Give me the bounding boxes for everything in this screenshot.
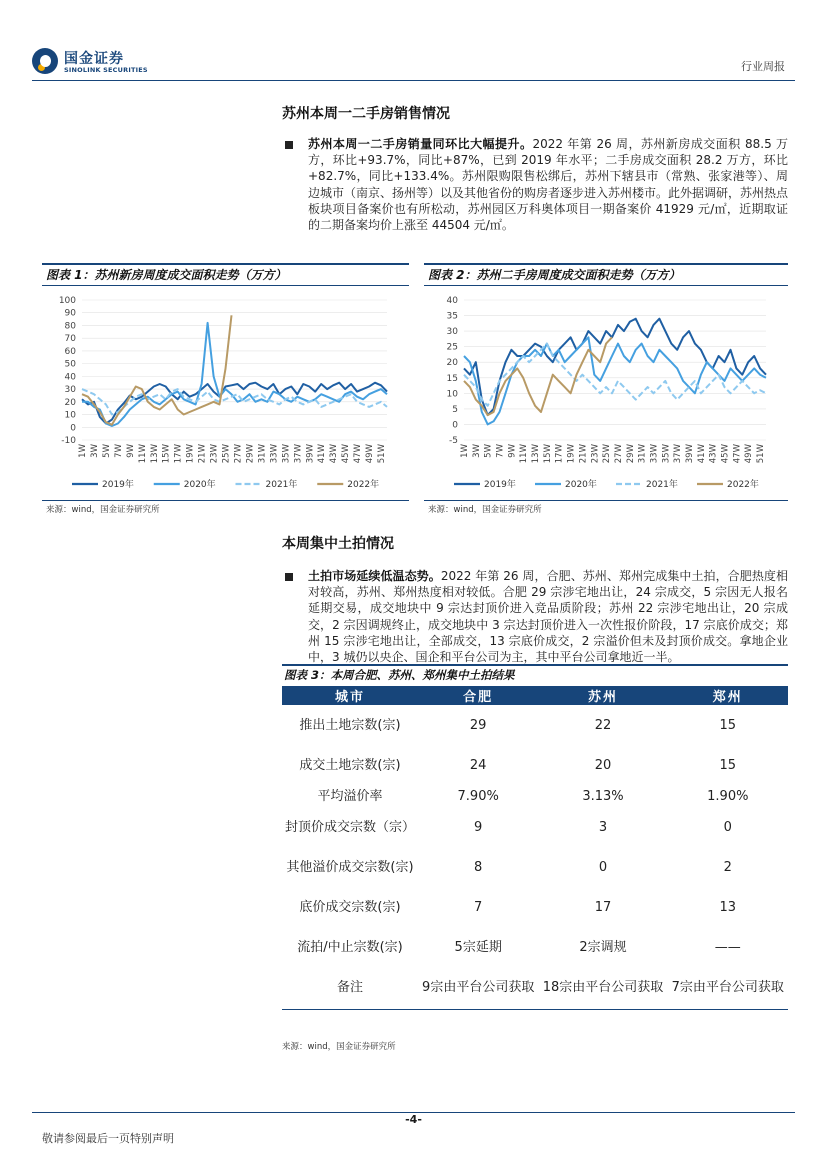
cell-hefei: 8 [474, 859, 483, 875]
y-tick-label: 40 [446, 296, 458, 306]
x-tick-label: 11W [519, 444, 530, 464]
legend-label: 2019年 [102, 480, 134, 490]
y-tick-label: 0 [452, 420, 458, 431]
section-title-resale: 苏州本周一二手房销售情况 [282, 106, 450, 122]
x-tick-label: 7W [113, 444, 124, 458]
legend-label: 2020年 [183, 480, 216, 490]
fig1-chart [42, 290, 409, 496]
legend-label: 2021年 [646, 480, 678, 490]
fig2-chart [424, 290, 788, 496]
y-tick-label: 100 [58, 296, 76, 306]
x-tick-label: 33W [649, 444, 660, 464]
x-tick-label: 9W [125, 444, 136, 458]
y-tick-label: 30 [446, 327, 458, 338]
header-divider [32, 80, 795, 81]
y-tick-label: 20 [446, 358, 458, 369]
x-tick-label: 11W [137, 444, 148, 464]
cell-suzhou: 3.13% [582, 788, 624, 804]
y-tick-label: 35 [446, 311, 458, 322]
section1-body: 2022 年第 26 周，苏州新房成交面积 88.5 万方，环比+93.7%，同比+87%，已到 2019 年水平；二手房成交面积 28.2 万方，环比+82.7%，同比+133.4%。苏州限购限售松绑后，苏州下辖县市（常熟、张家港等）、周边城市（南京、扬州等）以及其他省份的购房者逐步进入苏州楼市。此外据调研，苏州热点板块项目备案价也有所松动，苏州园区万科奥体项目一期备案价 41929 元/㎡，近期取证的二期备案均价上涨至 44504 元/㎡。 [308, 137, 789, 233]
x-tick-label: 13W [149, 444, 160, 464]
cell-hefei: 24 [469, 757, 487, 773]
x-tick-label: 17W [173, 444, 184, 464]
fig3-top-rule [282, 664, 788, 666]
x-tick-label: 5W [101, 444, 112, 458]
x-tick-label: 29W [625, 444, 636, 464]
cell-suzhou: 2宗调规 [579, 939, 627, 955]
x-tick-label: 41W [317, 444, 328, 464]
fig3-source: 来源：wind，国金证券研究所 [282, 1042, 396, 1052]
section1-paragraph [308, 136, 788, 233]
cell-zhengzhou: 2 [723, 859, 732, 875]
report-type: 行业周报 [741, 60, 785, 73]
y-tick-label: 40 [64, 372, 76, 383]
logo-text-en: SINOLINK SECURITIES [64, 66, 148, 74]
y-tick-label: 80 [64, 321, 76, 332]
x-tick-label: 35W [661, 444, 672, 464]
section2-paragraph [308, 568, 788, 665]
cell-zhengzhou: 15 [719, 757, 737, 773]
x-tick-label: 43W [329, 444, 340, 464]
x-tick-label: 3W [89, 444, 100, 458]
cell-suzhou: 17 [594, 899, 612, 915]
x-tick-label: 33W [269, 444, 280, 464]
x-tick-label: 1W [460, 444, 470, 458]
series-line-2 [464, 337, 766, 424]
y-tick-label: 60 [64, 346, 76, 357]
y-tick-label: -10 [61, 436, 76, 446]
y-tick-label: 30 [64, 385, 76, 396]
cell-zhengzhou: —— [714, 939, 741, 955]
y-tick-label: 5 [452, 404, 458, 415]
table-row [282, 785, 788, 807]
row-label: 成交土地宗数(宗) [299, 757, 401, 773]
section2-body: 2022 年第 26 周，合肥、苏州、郑州完成集中土拍，合肥热度相对较高，苏州、郑州热度相对较低。合肥 29 宗涉宅地出让，24 宗成交，5 宗因无人报名延期交易，成交地块中 9 宗达封顶价进入竞品质阶段；苏州 22 宗涉宅地出让，20 宗成交，2 宗因调规终止，成交地块中 3 宗达封顶价进入一次性报价阶段，17 宗底价成交；郑州 15 宗涉宅地出让，全部成交，13 宗底价成交，2 宗溢价但未及封顶价成交。拿地企业中，3 城仍以央企、国企和平台公司为主，其中平台公司拿地近一半。 [308, 569, 788, 665]
fig1-top-rule [42, 263, 409, 265]
x-tick-label: 47W [732, 444, 743, 464]
x-tick-label: 17W [554, 444, 565, 464]
cell-hefei: 7.90% [457, 788, 499, 804]
x-tick-label: 47W [353, 444, 364, 464]
fig1-bottom-rule [42, 500, 409, 501]
table-header-city: 城市 [282, 686, 418, 705]
x-tick-label: 23W [209, 444, 220, 464]
x-tick-label: 21W [578, 444, 589, 464]
row-label: 备注 [282, 967, 418, 1009]
x-tick-label: 19W [566, 444, 577, 464]
bullet-icon [285, 573, 293, 581]
x-tick-label: 25W [602, 444, 613, 464]
land-auction-table [282, 686, 788, 1010]
row-label: 底价成交宗数(宗) [299, 899, 401, 915]
x-tick-label: 19W [185, 444, 196, 464]
x-tick-label: 45W [720, 444, 731, 464]
x-tick-label: 27W [613, 444, 624, 464]
x-tick-label: 1W [78, 444, 88, 458]
row-label: 其他溢价成交宗数(宗) [286, 859, 414, 875]
fig2-title-rule [424, 285, 788, 286]
cell-suzhou: 20 [594, 757, 612, 773]
table-header-hefei: 合肥 [418, 686, 538, 705]
y-tick-label: 25 [446, 342, 458, 353]
x-tick-label: 31W [637, 444, 648, 464]
x-tick-label: 39W [305, 444, 316, 464]
y-tick-label: 10 [64, 410, 76, 421]
y-tick-label: 20 [64, 397, 76, 408]
cell-zhengzhou: 13 [719, 899, 737, 915]
table-header-row [282, 686, 788, 705]
series-line-1 [464, 319, 766, 415]
x-tick-label: 9W [507, 444, 518, 458]
x-tick-label: 39W [685, 444, 696, 464]
x-tick-label: 37W [673, 444, 684, 464]
y-tick-label: 50 [64, 359, 76, 370]
x-tick-label: 43W [708, 444, 719, 464]
fig2-title: 图表 2：苏州二手房周度成交面积走势（万方） [428, 268, 681, 282]
x-tick-label: 7W [495, 444, 506, 458]
y-tick-label: 70 [64, 334, 76, 345]
fig1-source: 来源：wind，国金证券研究所 [46, 505, 160, 515]
table-row [282, 807, 788, 847]
company-logo [32, 46, 152, 78]
row-label: 封顶价成交宗数（宗） [284, 819, 415, 835]
legend-label: 2019年 [484, 480, 516, 490]
x-tick-label: 23W [590, 444, 601, 464]
table-row [282, 745, 788, 785]
x-tick-label: 15W [542, 444, 553, 464]
table-row [282, 705, 788, 745]
row-label: 平均溢价率 [317, 788, 383, 804]
x-tick-label: 31W [257, 444, 268, 464]
x-tick-label: 35W [281, 444, 292, 464]
cell-zhengzhou: 15 [719, 717, 737, 733]
logo-mark-icon [32, 48, 58, 74]
cell-hefei: 5宗延期 [454, 939, 502, 955]
cell-suzhou: 3 [598, 819, 608, 835]
x-tick-label: 49W [365, 444, 376, 464]
x-tick-label: 27W [233, 444, 244, 464]
cell-zhengzhou: 1.90% [707, 788, 749, 804]
y-tick-label: 0 [70, 423, 76, 434]
x-tick-label: 49W [744, 444, 755, 464]
section1-lead: 苏州本周一二手房销量同环比大幅提升。 [308, 137, 533, 151]
fig3-title: 图表 3：本周合肥、苏州、郑州集中土拍结果 [284, 668, 515, 682]
x-tick-label: 51W [756, 444, 767, 464]
x-tick-label: 25W [221, 444, 232, 464]
table-header-zhengzhou: 郑州 [668, 686, 788, 705]
y-tick-label: 90 [64, 308, 76, 319]
y-tick-label: -5 [449, 436, 458, 446]
cell-hefei: 7 [474, 899, 483, 915]
section2-lead: 土拍市场延续低温态势。 [308, 569, 441, 583]
legend-label: 2022年 [347, 480, 380, 490]
fig2-source: 来源：wind，国金证券研究所 [428, 505, 542, 515]
cell-suzhou: 0 [598, 859, 608, 875]
y-tick-label: 10 [446, 389, 458, 400]
legend-label: 2020年 [565, 480, 597, 490]
row-label: 推出土地宗数(宗) [299, 717, 401, 733]
x-tick-label: 51W [377, 444, 388, 464]
cell-hefei: 9 [474, 819, 483, 835]
table-row [282, 967, 788, 1009]
x-tick-label: 5W [483, 444, 494, 458]
cell-zhengzhou: 7宗由平台公司获取 [668, 967, 788, 1009]
x-tick-label: 21W [197, 444, 208, 464]
cell-suzhou: 18宗由平台公司获取 [538, 967, 667, 1009]
cell-hefei: 9宗由平台公司获取 [418, 967, 538, 1009]
legend-label: 2021年 [265, 480, 298, 490]
table-row [282, 847, 788, 887]
x-tick-label: 13W [531, 444, 542, 464]
y-tick-label: 15 [446, 373, 458, 384]
cell-suzhou: 22 [594, 717, 612, 733]
cell-hefei: 29 [469, 717, 487, 733]
page-number: -4- [405, 1113, 422, 1126]
section-title-land: 本周集中土拍情况 [282, 536, 394, 552]
x-tick-label: 37W [293, 444, 304, 464]
bullet-icon [285, 141, 293, 149]
fig1-title-rule [42, 285, 409, 286]
x-tick-label: 41W [696, 444, 707, 464]
fig2-top-rule [424, 263, 788, 265]
table-header-suzhou: 苏州 [538, 686, 667, 705]
row-label: 流拍/中止宗数(宗) [297, 939, 403, 955]
table-row [282, 887, 788, 927]
x-tick-label: 3W [471, 444, 482, 458]
disclaimer-note: 敬请参阅最后一页特别声明 [42, 1132, 174, 1145]
cell-zhengzhou: 0 [723, 819, 732, 835]
fig1-title: 图表 1：苏州新房周度成交面积走势（万方） [46, 268, 287, 282]
legend-label: 2022年 [727, 480, 759, 490]
fig2-bottom-rule [424, 500, 788, 501]
x-tick-label: 45W [341, 444, 352, 464]
x-tick-label: 29W [245, 444, 256, 464]
x-tick-label: 15W [161, 444, 172, 464]
table-row [282, 927, 788, 967]
logo-text-cn: 国金证券 [64, 51, 124, 67]
